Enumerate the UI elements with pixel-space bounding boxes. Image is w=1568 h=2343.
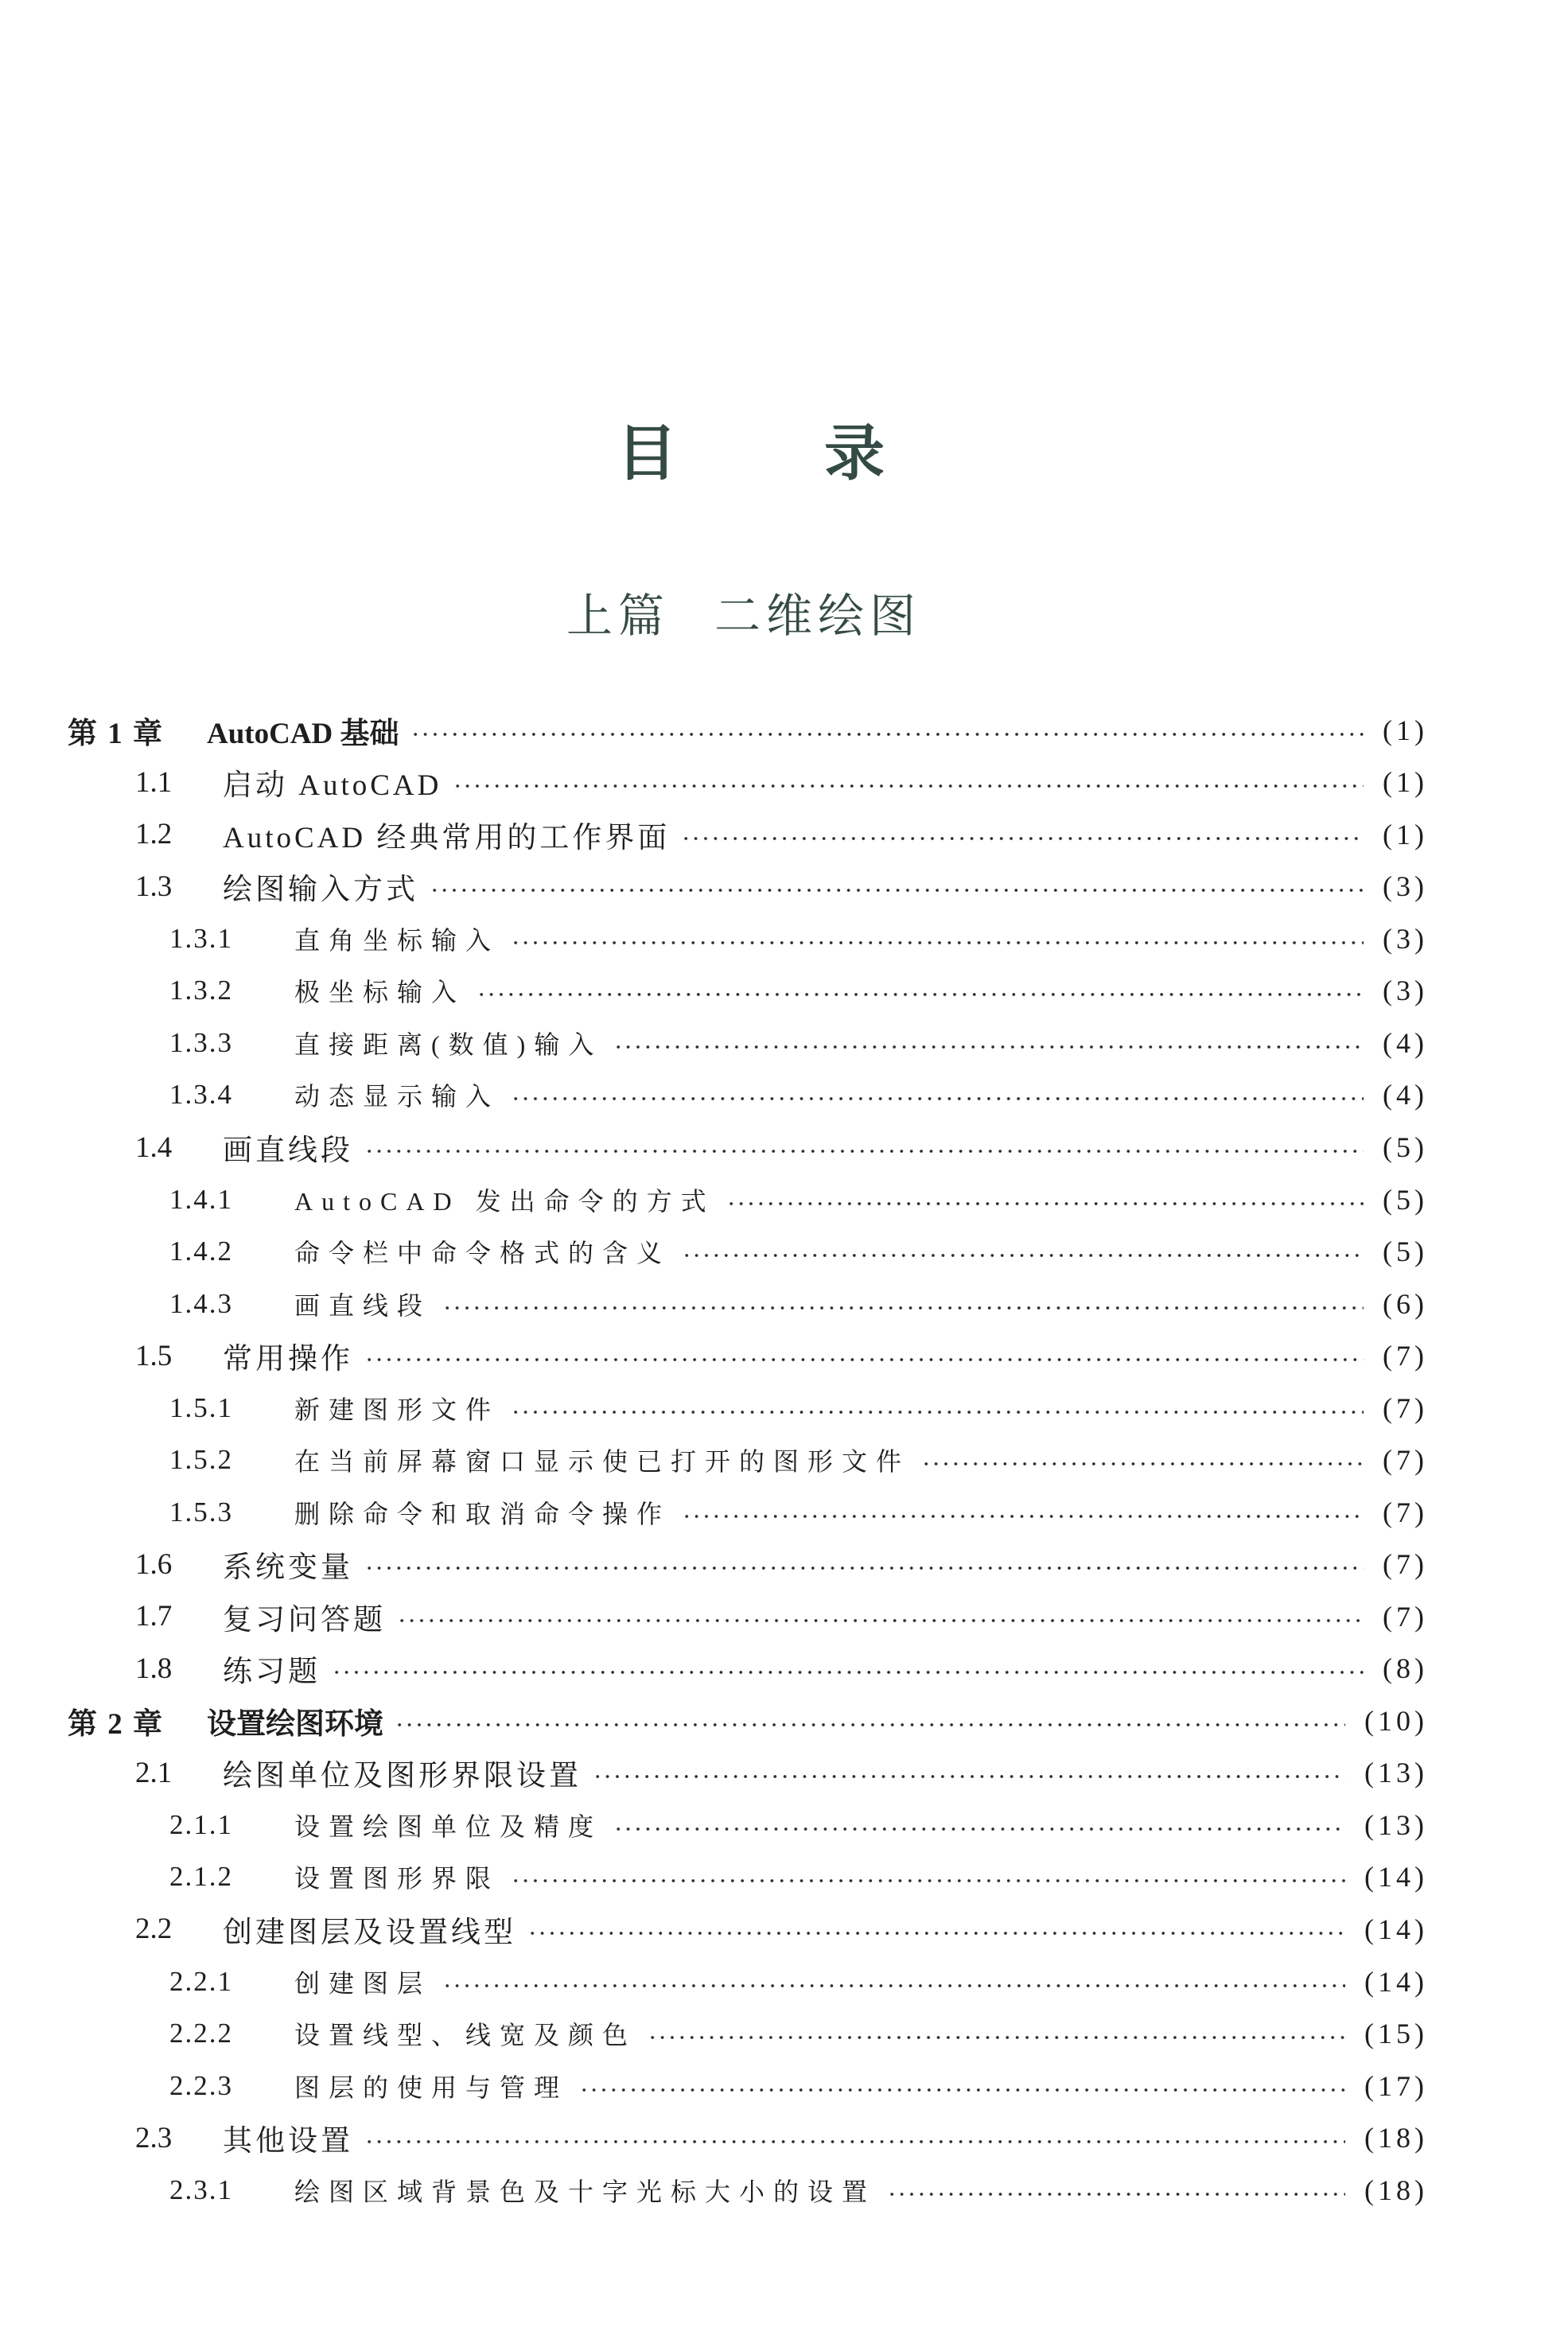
page-number: (14) xyxy=(1364,1861,1428,1893)
dot-leader xyxy=(332,1668,1364,1676)
section-title: 画直线段 xyxy=(223,1135,353,1168)
toc-subsection-entry xyxy=(0,913,1568,965)
dot-leader xyxy=(364,2138,1345,2146)
toc-section-entry xyxy=(0,861,1568,913)
toc-subsection-entry xyxy=(0,1434,1568,1486)
dot-leader xyxy=(442,1304,1364,1312)
dot-leader xyxy=(453,782,1364,790)
page-number: (1) xyxy=(1383,818,1428,850)
dot-leader xyxy=(887,2190,1345,2198)
subsection-title: 画直线段 xyxy=(294,1290,432,1320)
toc-subsection-entry xyxy=(0,2164,1568,2217)
subsection-title: 删除命令和取消命令操作 xyxy=(294,1499,671,1528)
section-number: 2.1 xyxy=(135,1756,173,1789)
chapter-title: 设置绘图环境 xyxy=(207,1707,383,1741)
toc-subsection-entry xyxy=(0,1956,1568,2008)
dot-leader xyxy=(726,1200,1364,1208)
toc-subsection-entry xyxy=(0,2060,1568,2112)
dot-leader xyxy=(613,1043,1364,1051)
toc-section-entry xyxy=(0,1539,1568,1591)
subsection-number: 2.1.2 xyxy=(169,1861,233,1893)
subsection-title: AutoCAD 发出命令的方式 xyxy=(294,1186,715,1216)
subsection-number: 1.3.4 xyxy=(169,1079,233,1111)
toc-subsection-entry xyxy=(0,1173,1568,1226)
section-title: 复习问答题 xyxy=(223,1603,386,1637)
section-number: 1.3 xyxy=(135,870,173,903)
part-label: 上篇 xyxy=(566,589,671,643)
subsection-number: 1.4.1 xyxy=(169,1183,233,1215)
page-number: (14) xyxy=(1364,1913,1428,1945)
dot-leader xyxy=(395,1721,1345,1729)
page-number: (14) xyxy=(1364,1965,1428,1998)
page-number: (7) xyxy=(1383,1391,1428,1424)
section-number: 1.1 xyxy=(135,765,173,799)
toc-chapter-entry xyxy=(0,1695,1568,1747)
page-number: (3) xyxy=(1383,870,1428,903)
page-title-char-2: 录 xyxy=(824,418,885,488)
subsection-number: 1.4.3 xyxy=(169,1287,233,1319)
subsection-number: 1.3.3 xyxy=(169,1026,233,1058)
subsection-title: 创建图层 xyxy=(294,1968,432,1998)
page-number: (13) xyxy=(1364,1808,1428,1841)
toc-section-entry xyxy=(0,1329,1568,1382)
chapter-number: 第 2 章 xyxy=(68,1707,164,1741)
subsection-title: 设置图形界限 xyxy=(294,1864,500,1893)
subsection-title: 图层的使用与管理 xyxy=(294,2073,569,2102)
section-title: 启动 AutoCAD xyxy=(223,769,442,803)
subsection-number: 2.2.3 xyxy=(169,2069,233,2101)
page-number: (17) xyxy=(1364,2069,1428,2102)
toc-subsection-entry xyxy=(0,1851,1568,1904)
dot-leader xyxy=(648,2034,1345,2041)
dot-leader xyxy=(410,730,1364,738)
subsection-title: 设置绘图单位及精度 xyxy=(294,1812,603,1841)
subsection-title: 绘图区域背景色及十字光标大小的设置 xyxy=(294,2177,877,2206)
dot-leader xyxy=(593,1773,1345,1781)
section-number: 2.2 xyxy=(135,1913,173,1946)
section-number: 1.4 xyxy=(135,1131,173,1164)
subsection-title: 新建图形文件 xyxy=(294,1395,500,1424)
toc-chapter-entry xyxy=(0,704,1568,757)
section-number: 1.6 xyxy=(135,1547,173,1581)
page-number: (10) xyxy=(1364,1704,1428,1737)
subsection-number: 1.5.2 xyxy=(169,1444,233,1476)
page-title-char-1: 目 xyxy=(617,418,677,488)
section-title: 绘图单位及图形界限设置 xyxy=(223,1760,582,1793)
subsection-number: 2.2.2 xyxy=(169,2018,233,2049)
page-number: (5) xyxy=(1383,1183,1428,1216)
toc-section-entry xyxy=(0,1643,1568,1695)
dot-leader xyxy=(579,2086,1345,2094)
dot-leader xyxy=(511,1408,1364,1416)
toc-section-entry xyxy=(0,757,1568,809)
section-number: 2.3 xyxy=(135,2121,173,2154)
subsection-title: 动态显示输入 xyxy=(294,1082,500,1111)
section-title: 绘图输入方式 xyxy=(223,874,418,907)
page-number: (6) xyxy=(1383,1287,1428,1320)
section-title: AutoCAD 经典常用的工作界面 xyxy=(223,821,671,854)
page-number: (3) xyxy=(1383,922,1428,955)
subsection-title: 设置线型、线宽及颜色 xyxy=(294,2021,637,2050)
dot-leader xyxy=(442,1982,1345,1990)
chapter-title: AutoCAD 基础 xyxy=(207,717,399,750)
subsection-number: 2.2.1 xyxy=(169,1965,233,1997)
toc-subsection-entry xyxy=(0,1382,1568,1434)
toc-subsection-entry xyxy=(0,1069,1568,1122)
dot-leader xyxy=(511,1095,1364,1103)
dot-leader xyxy=(477,991,1364,998)
toc-section-entry xyxy=(0,1590,1568,1643)
subsection-number: 1.5.3 xyxy=(169,1496,233,1528)
toc-subsection-entry xyxy=(0,1017,1568,1069)
page-number: (7) xyxy=(1383,1340,1428,1372)
chapter-number: 第 1 章 xyxy=(68,717,164,750)
subsection-title: 在当前屏幕窗口显示使已打开的图形文件 xyxy=(294,1447,911,1477)
toc-subsection-entry xyxy=(0,1278,1568,1330)
page-number: (5) xyxy=(1383,1236,1428,1268)
toc-subsection-entry xyxy=(0,965,1568,1018)
subsection-number: 1.3.1 xyxy=(169,922,233,954)
subsection-title: 直角坐标输入 xyxy=(294,925,500,955)
toc-section-entry xyxy=(0,2111,1568,2164)
page-number: (7) xyxy=(1383,1496,1428,1528)
page-number: (4) xyxy=(1383,1079,1428,1111)
page-number: (8) xyxy=(1383,1652,1428,1685)
toc-subsection-entry xyxy=(0,1799,1568,1851)
dot-leader xyxy=(682,1512,1364,1520)
subsection-title: 极坐标输入 xyxy=(294,978,466,1007)
toc-subsection-entry xyxy=(0,1225,1568,1278)
toc-section-entry xyxy=(0,808,1568,861)
dot-leader xyxy=(613,1825,1345,1833)
dot-leader xyxy=(681,835,1364,843)
toc-section-entry xyxy=(0,1121,1568,1173)
subsection-number: 1.5.1 xyxy=(169,1391,233,1423)
page-number: (7) xyxy=(1383,1548,1428,1581)
page-number: (13) xyxy=(1364,1757,1428,1789)
section-number: 1.5 xyxy=(135,1339,173,1372)
page-number: (5) xyxy=(1383,1131,1428,1164)
dot-leader xyxy=(397,1617,1364,1625)
section-title: 系统变量 xyxy=(223,1551,353,1585)
dot-leader xyxy=(921,1460,1364,1468)
part-heading xyxy=(566,587,921,644)
page-number: (1) xyxy=(1383,714,1428,746)
section-title: 创建图层及设置线型 xyxy=(223,1916,516,1949)
subsection-number: 2.1.1 xyxy=(169,1808,233,1840)
toc-subsection-entry xyxy=(0,1486,1568,1539)
table-of-contents xyxy=(0,704,1568,2216)
subsection-title: 直接距离(数值)输入 xyxy=(294,1029,603,1059)
part-title: 二维绘图 xyxy=(714,589,922,643)
dot-leader xyxy=(682,1251,1364,1259)
dot-leader xyxy=(364,1356,1364,1364)
section-title: 练习题 xyxy=(223,1656,321,1689)
section-title: 其他设置 xyxy=(223,2125,353,2158)
section-title: 常用操作 xyxy=(223,1343,353,1376)
dot-leader xyxy=(527,1929,1345,1937)
page-number: (1) xyxy=(1383,766,1428,799)
dot-leader xyxy=(364,1147,1364,1155)
subsection-number: 1.4.2 xyxy=(169,1236,233,1267)
subsection-number: 1.3.2 xyxy=(169,975,233,1006)
page-number: (4) xyxy=(1383,1026,1428,1059)
page-number: (3) xyxy=(1383,975,1428,1007)
dot-leader xyxy=(364,1564,1364,1572)
page-number: (7) xyxy=(1383,1444,1428,1477)
page-number: (15) xyxy=(1364,2018,1428,2050)
subsection-number: 2.3.1 xyxy=(169,2174,233,2205)
page-number: (7) xyxy=(1383,1600,1428,1633)
section-number: 1.8 xyxy=(135,1652,173,1685)
page-number: (18) xyxy=(1364,2174,1428,2206)
section-number: 1.7 xyxy=(135,1600,173,1633)
section-number: 1.2 xyxy=(135,818,173,851)
dot-leader xyxy=(430,886,1364,894)
toc-subsection-entry xyxy=(0,2007,1568,2060)
toc-section-entry xyxy=(0,1903,1568,1956)
page-number: (18) xyxy=(1364,2122,1428,2154)
dot-leader xyxy=(511,939,1364,947)
subsection-title: 命令栏中命令格式的含义 xyxy=(294,1239,671,1268)
dot-leader xyxy=(511,1877,1345,1885)
toc-section-entry xyxy=(0,1747,1568,1800)
